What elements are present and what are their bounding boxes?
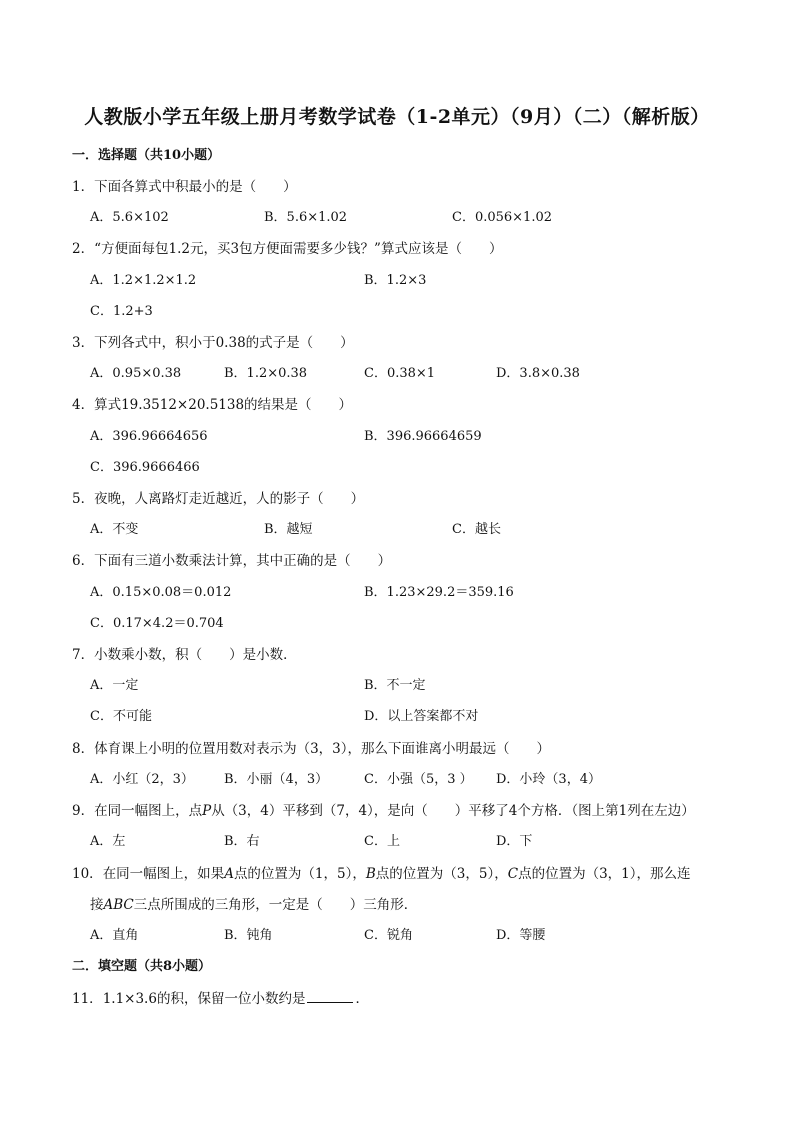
option: C．0.38×1 [364,366,436,381]
option: A．0.95×0.38 [90,366,182,381]
answer-blank [307,990,353,1003]
question-5: 5．夜晚，人离路灯走近越近，人的影子（ ） [72,491,365,507]
page-title: 人教版小学五年级上册月考数学试卷（1-2单元）（9月）（二）（解析版） [84,106,710,128]
option: C．0.056×1.02 [452,210,553,225]
question-10-line2: 接ABC三点所围成的三角形，一定是（ ）三角形． [90,897,418,913]
question-6: 6．下面有三道小数乘法计算，其中正确的是（ ） [72,553,392,569]
option: D．3.8×0.38 [496,366,580,381]
option: A．不变 [90,522,139,537]
option: B．1.2×3 [364,273,427,288]
option: B．5.6×1.02 [264,210,348,225]
question-3: 3．下列各式中，积小于0.38的式子是（ ） [72,335,354,351]
option: B．越短 [264,522,313,537]
option: B．钝角 [224,928,273,943]
option: D．以上答案都不对 [364,709,479,724]
option: B．小丽（4，3） [224,772,329,787]
option: C．0.17×4.2＝0.704 [90,616,224,631]
question-10: 10．在同一幅图上，如果A点的位置为（1，5），B点的位置为（3，5），C点的位置为（3，1），那么连 [72,866,691,882]
option: C．1.2+3 [90,304,153,319]
option: D．小玲（3，4） [496,772,601,787]
option: B．396.96664659 [364,429,482,444]
question-2: 2．“方便面每包1.2元，买3包方便面需要多少钱？”算式应该是（ ） [72,241,503,257]
option: C．不可能 [90,709,152,724]
option: C．锐角 [364,928,413,943]
option: D．等腰 [496,928,546,943]
option: D．下 [496,834,533,849]
option: B．不一定 [364,678,426,693]
question-9: 9．在同一幅图上，点P从（3，4）平移到（7，4），是向（ ）平移了4个方格．（图上第1列在左边） [72,803,695,819]
section-heading-choice: 一．选择题（共10小题） [72,148,221,163]
option: B．1.2×0.38 [224,366,308,381]
question-11: 11．1.1×3.6的积，保留一位小数约是 ． [72,991,369,1007]
option: A．396.96664656 [90,429,208,444]
question-8: 8．体育课上小明的位置用数对表示为（3，3），那么下面谁离小明最远（ ） [72,741,551,757]
option: C．396.9666466 [90,460,200,475]
question-1: 1．下面各算式中积最小的是（ ） [72,179,297,195]
option: A．一定 [90,678,139,693]
section-heading-fill: 二．填空题（共8小题） [72,959,212,974]
option: C．小强（5，3 ） [364,772,473,787]
option: A．小红（2，3） [90,772,194,787]
option: C．上 [364,834,400,849]
option: B．1.23×29.2＝359.16 [364,585,514,600]
option: B．右 [224,834,260,849]
option: A．5.6×102 [90,210,169,225]
option: A．左 [90,834,126,849]
option: C．越长 [452,522,501,537]
option: A．直角 [90,928,139,943]
question-7: 7．小数乘小数，积（ ）是小数． [72,647,297,663]
question-4: 4．算式19.3512×20.5138的结果是（ ） [72,397,353,413]
option: A．1.2×1.2×1.2 [90,273,197,288]
option: A．0.15×0.08＝0.012 [90,585,232,600]
